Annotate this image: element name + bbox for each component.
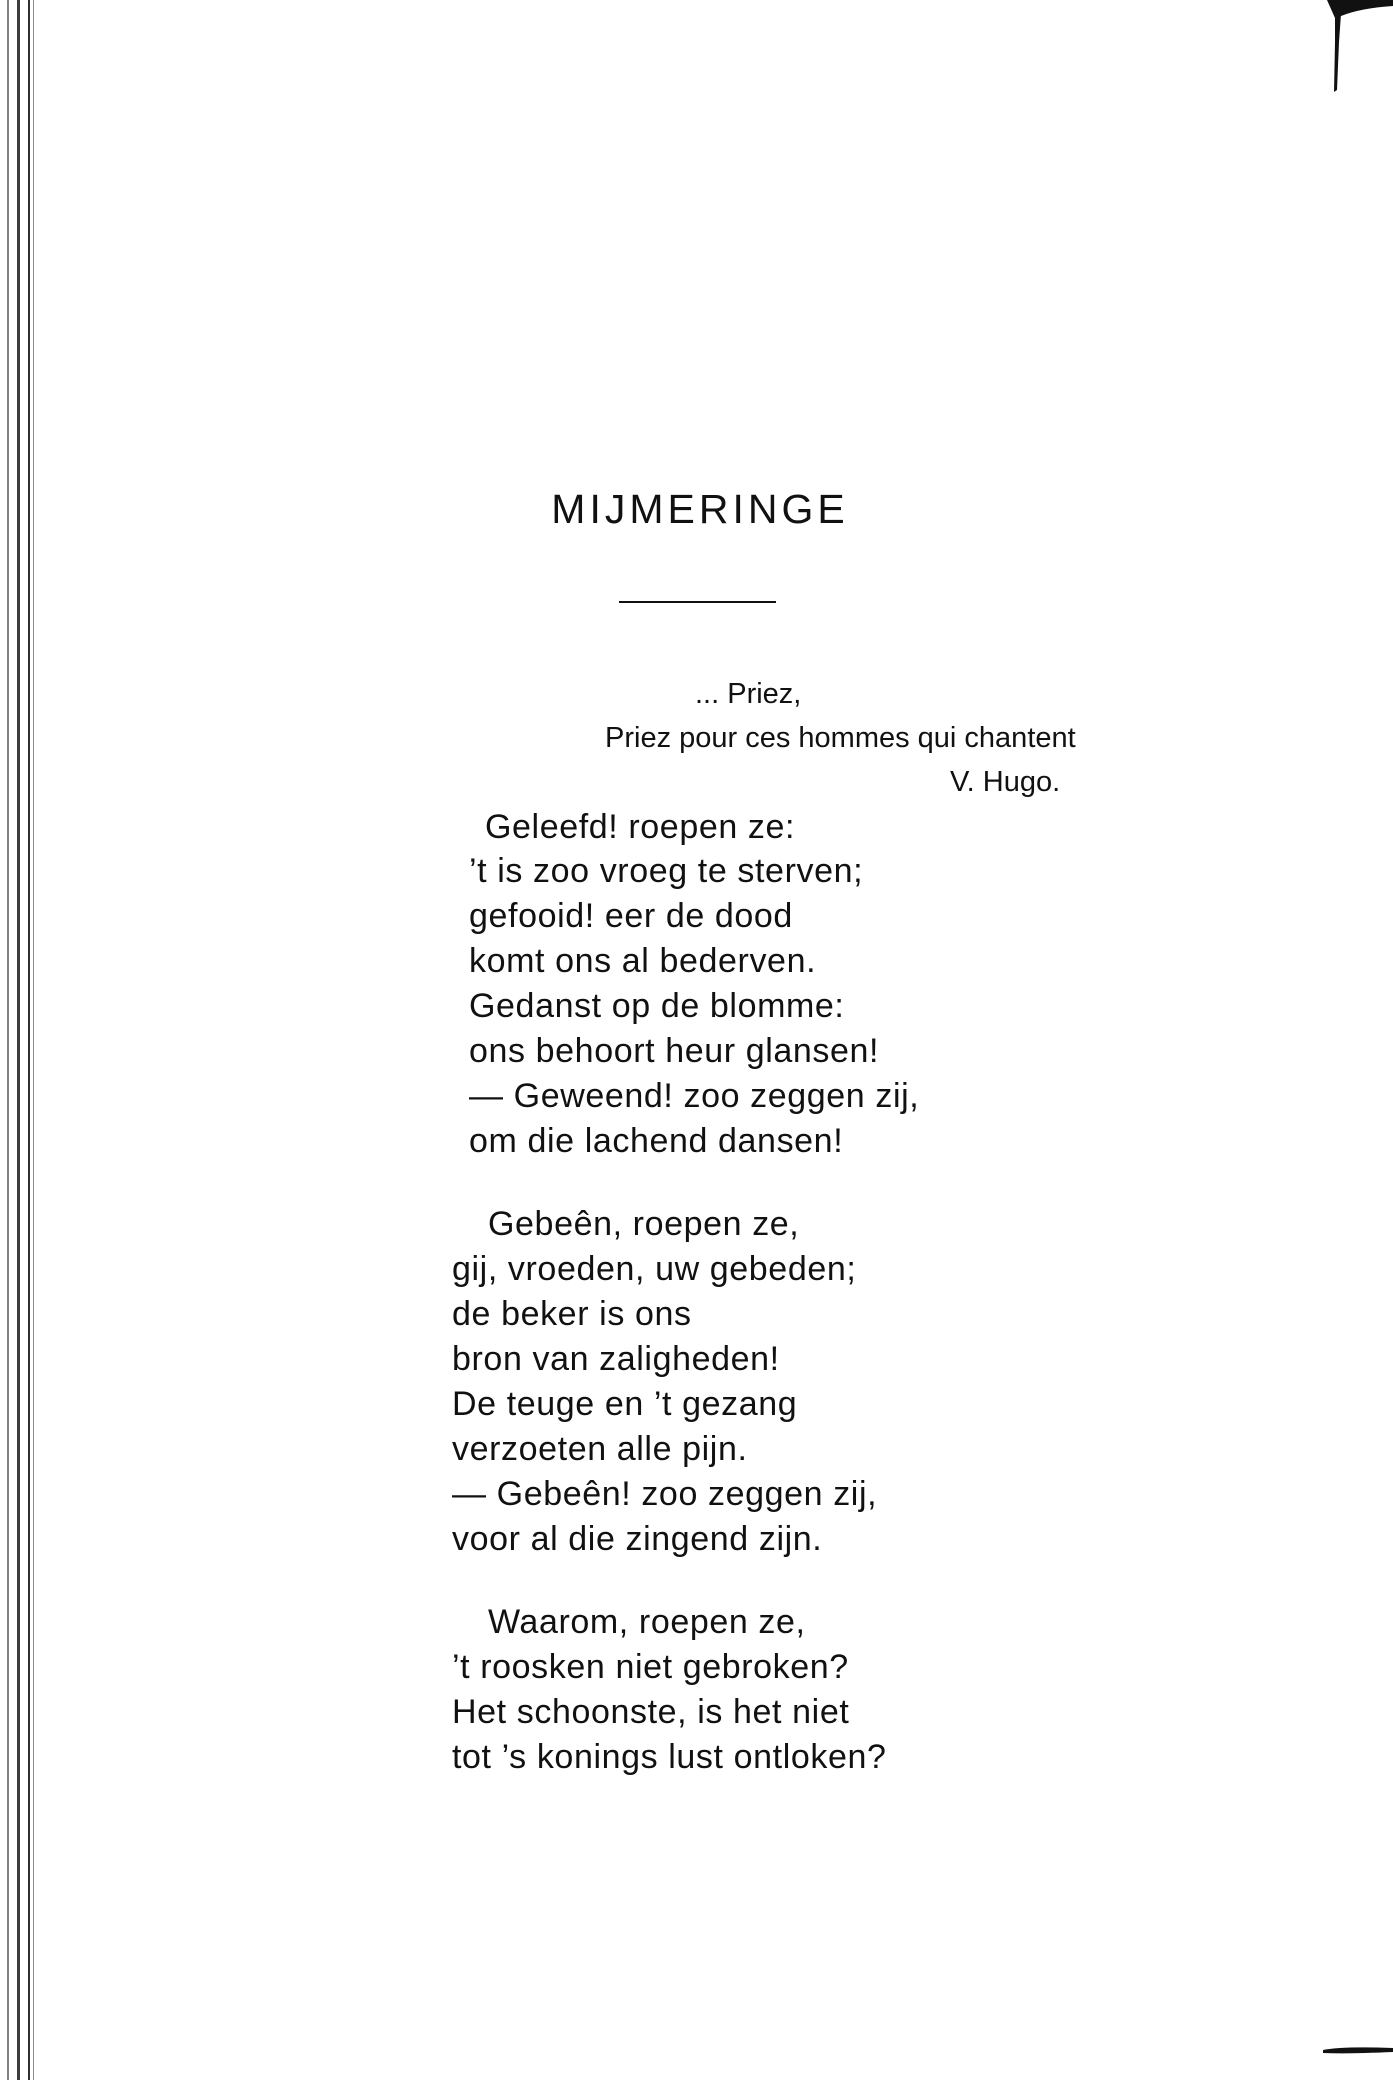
poem-line: bron van zaligheden! xyxy=(452,1340,780,1378)
poem-line: Het schoonste, is het niet xyxy=(452,1693,850,1731)
epigraph-line: Priez pour ces hommes qui chantent xyxy=(605,722,1076,754)
poem-line: de beker is ons xyxy=(452,1295,692,1333)
page-bottom-mark xyxy=(1323,2044,1393,2056)
poem-line: verzoeten alle pijn. xyxy=(452,1430,748,1468)
scan-edge-line xyxy=(33,0,34,2080)
poem-line: De teuge en ’t gezang xyxy=(452,1385,798,1423)
poem-title: MIJMERINGE xyxy=(551,486,849,532)
poem-line: om die lachend dansen! xyxy=(469,1122,844,1160)
scan-edge-line xyxy=(28,0,30,2080)
poem-line: Gebeên, roepen ze, xyxy=(488,1205,800,1243)
poem-line: ’t is zoo vroeg te sterven; xyxy=(469,852,864,890)
poem-line: tot ’s konings lust ontloken? xyxy=(452,1738,887,1776)
poem-line: Waarom, roepen ze, xyxy=(488,1603,806,1641)
page-corner-mark xyxy=(1313,0,1393,110)
poem-line: voor al die zingend zijn. xyxy=(452,1520,823,1558)
poem-line: komt ons al bederven. xyxy=(469,942,817,980)
scan-edge-line xyxy=(17,0,20,2080)
title-divider xyxy=(619,601,776,603)
epigraph-attribution: V. Hugo. xyxy=(950,766,1061,798)
poem-line: gij, vroeden, uw gebeden; xyxy=(452,1250,857,1288)
poem-line: ons behoort heur glansen! xyxy=(469,1032,880,1070)
poem-line: gefooid! eer de dood xyxy=(469,897,793,935)
poem-line: ’t roosken niet gebroken? xyxy=(452,1648,849,1686)
poem-line: Geleefd! roepen ze: xyxy=(485,808,796,846)
scan-edge-line xyxy=(7,0,9,2080)
epigraph-line: ... Priez, xyxy=(695,678,802,710)
poem-line: — Geweend! zoo zeggen zij, xyxy=(469,1077,920,1115)
poem-line: Gedanst op de blomme: xyxy=(469,987,845,1025)
poem-line: — Gebeên! zoo zeggen zij, xyxy=(452,1475,878,1513)
